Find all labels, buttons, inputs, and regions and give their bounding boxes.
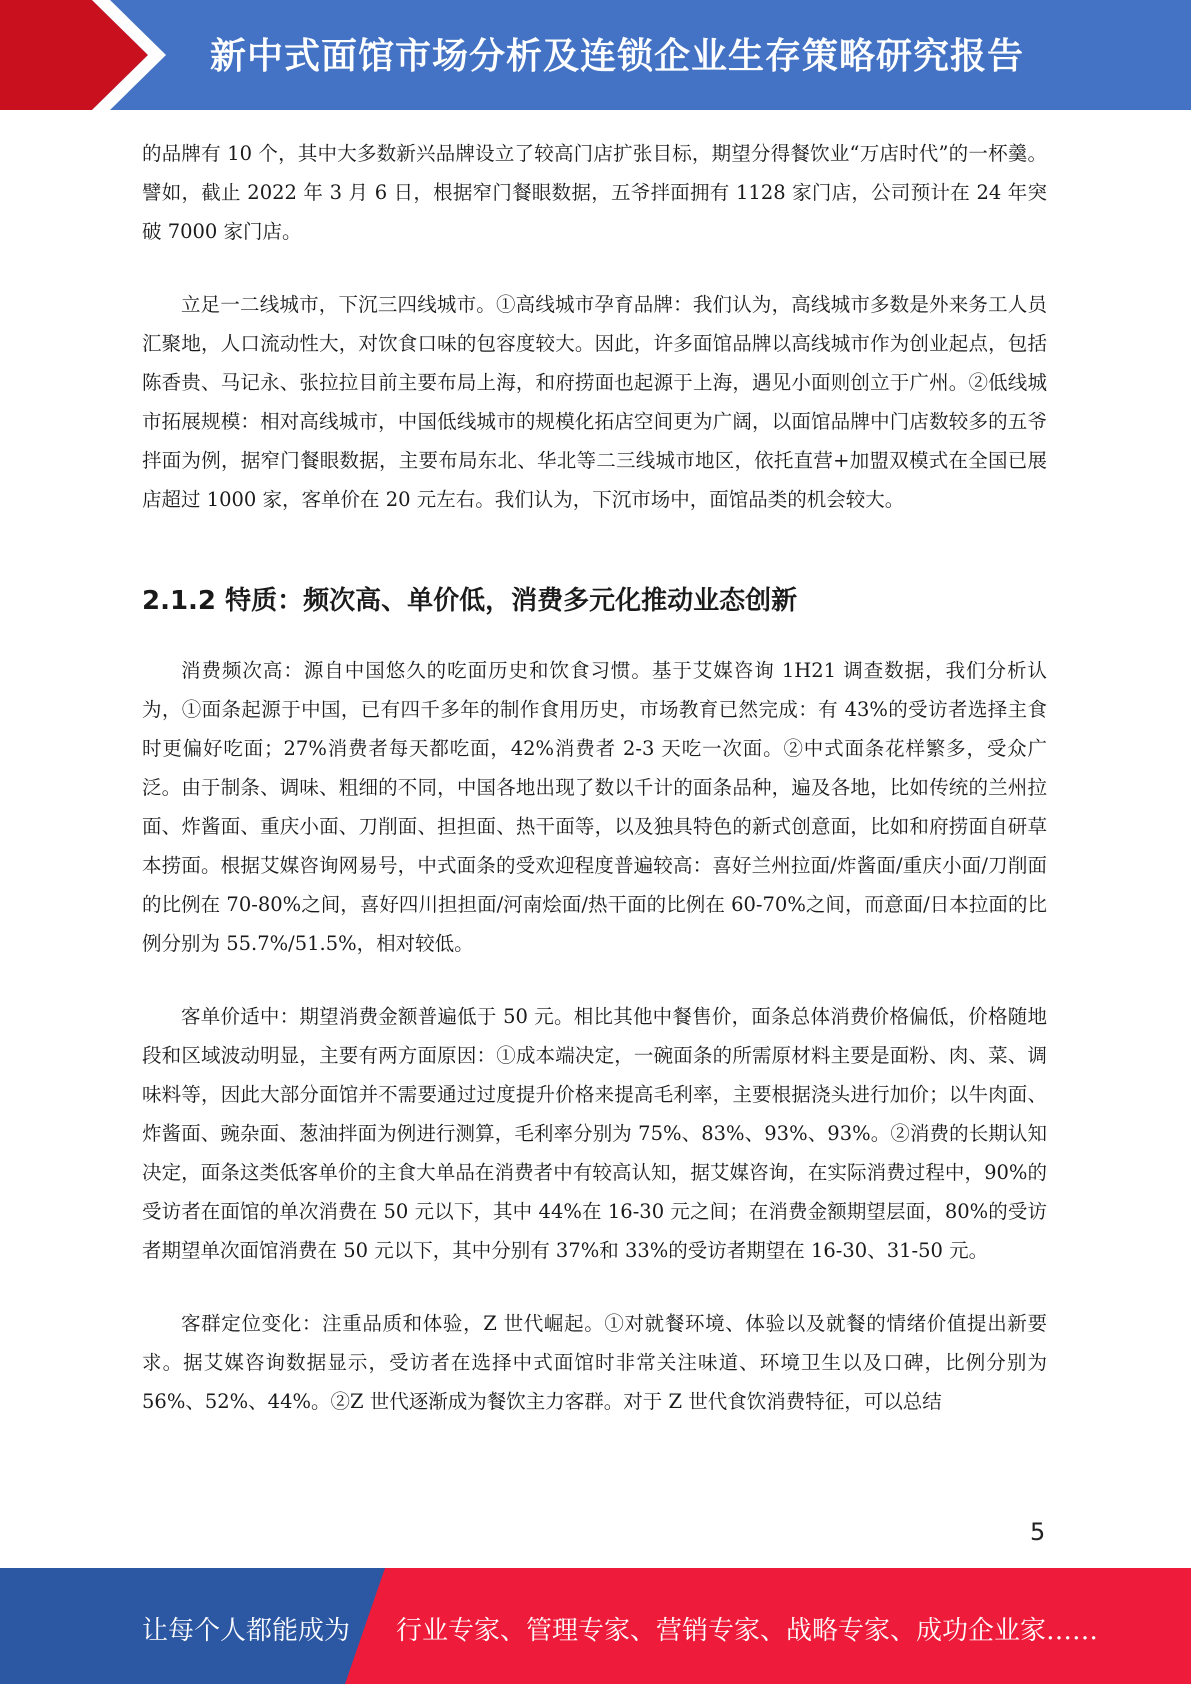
section-heading: 2.1.2 特质：频次高、单价低，消费多元化推动业态创新 <box>142 586 798 616</box>
page-number: 5 <box>1030 1518 1046 1546</box>
paragraph-city-strategy: 立足一二线城市，下沉三四线城市。①高线城市孕育品牌：我们认为，高线城市多数是外来务工人员汇聚地，人口流动性大，对饮食口味的包容度较大。因此，许多面馆品牌以高线城市作为创业起点，包括陈香贵、马记永、张拉拉目前主要布局上海，和府捞面也起源于上海，遇见小面则创立于广州。②低线城市拓展规模：相对高线城市，中国低线城市的规模化拓店空间更为广阔，以面馆品牌中门店数较多的五爷拌面为例，据窄门餐眼数据，主要布局东北、华北等二三线城市地区，依托直营+加盟双模式在全国已展店超过 1000 家，客单价在 20 元左右。我们认为，下沉市场中，面馆品类的机会较大。 <box>142 293 1047 511</box>
paragraph-frequency: 消费频次高：源自中国悠久的吃面历史和饮食习惯。基于艾媒咨询 1H21 调查数据，我们分析认为，①面条起源于中国，已有四千多年的制作食用历史，市场教育已然完成：有 43%的受访者选择主食时更偏好吃面；27%消费者每天都吃面，42%消费者 2-3 天吃一次面。②中式面条花样繁多，受众广泛。由于制条、调味、粗细的不同，中国各地出现了数以千计的面条品种，遍及各地，比如传统的兰州拉面、炸酱面、重庆小面、刀削面、担担面、热干面等，以及独具特色的新式创意面，比如和府捞面自研草本捞面。根据艾媒咨询网易号，中式面条的受欢迎程度普遍较高：喜好兰州拉面/炸酱面/重庆小面/刀削面的比例在 70-80%之间，喜好四川担担面/河南烩面/热干面的比例在 60-70%之间，而意面/日本拉面的比例分别为 55.7%/51.5%，相对较低。 <box>142 659 1047 955</box>
paragraph-price: 客单价适中：期望消费金额普遍低于 50 元。相比其他中餐售价，面条总体消费价格偏低，价格随地段和区域波动明显，主要有两方面原因：①成本端决定，一碗面条的所需原材料主要是面粉、肉、菜、调味料等，因此大部分面馆并不需要通过过度提升价格来提高毛利率，主要根据浇头进行加价；以牛肉面、炸酱面、豌杂面、葱油拌面为例进行测算，毛利率分别为 75%、83%、93%、93%。②消费的长期认知决定，面条这类低客单价的主食大单品在消费者中有较高认知，据艾媒咨询，在实际消费过程中，90%的受访者在面馆的单次消费在 50 元以下，其中 44%在 16-30 元之间；在消费金额期望层面，80%的受访者期望单次面馆消费在 50 元以下，其中分别有 37%和 33%的受访者期望在 16-30、31-50 元。 <box>142 1005 1047 1262</box>
page-content <box>142 134 1047 1421</box>
paragraph-customer: 客群定位变化：注重品质和体验，Z 世代崛起。①对就餐环境、体验以及就餐的情绪价值提出新要求。据艾媒咨询数据显示，受访者在选择中式面馆时非常关注味道、环境卫生以及口碑，比例分别为 56%、52%、44%。②Z 世代逐渐成为餐饮主力客群。对于 Z 世代食饮消费特征，可以总结 <box>142 1312 1047 1413</box>
paragraph-continued: 的品牌有 10 个，其中大多数新兴品牌设立了较高门店扩张目标，期望分得餐饮业“万店时代”的一杯羹。譬如，截止 2022 年 3 月 6 日，根据窄门餐眼数据，五爷拌面拥有 1128 家门店，公司预计在 24 年突破 7000 家门店。 <box>142 142 1047 243</box>
page-header <box>0 0 1191 110</box>
header-title: 新中式面馆市场分析及连锁企业生存策略研究报告 <box>210 36 1025 77</box>
page-footer <box>0 1568 1191 1684</box>
footer-slogan-right: 行业专家、管理专家、营销专家、战略专家、成功企业家…… <box>396 1616 1099 1646</box>
footer-slogan-left: 让每个人都能成为 <box>142 1616 351 1646</box>
